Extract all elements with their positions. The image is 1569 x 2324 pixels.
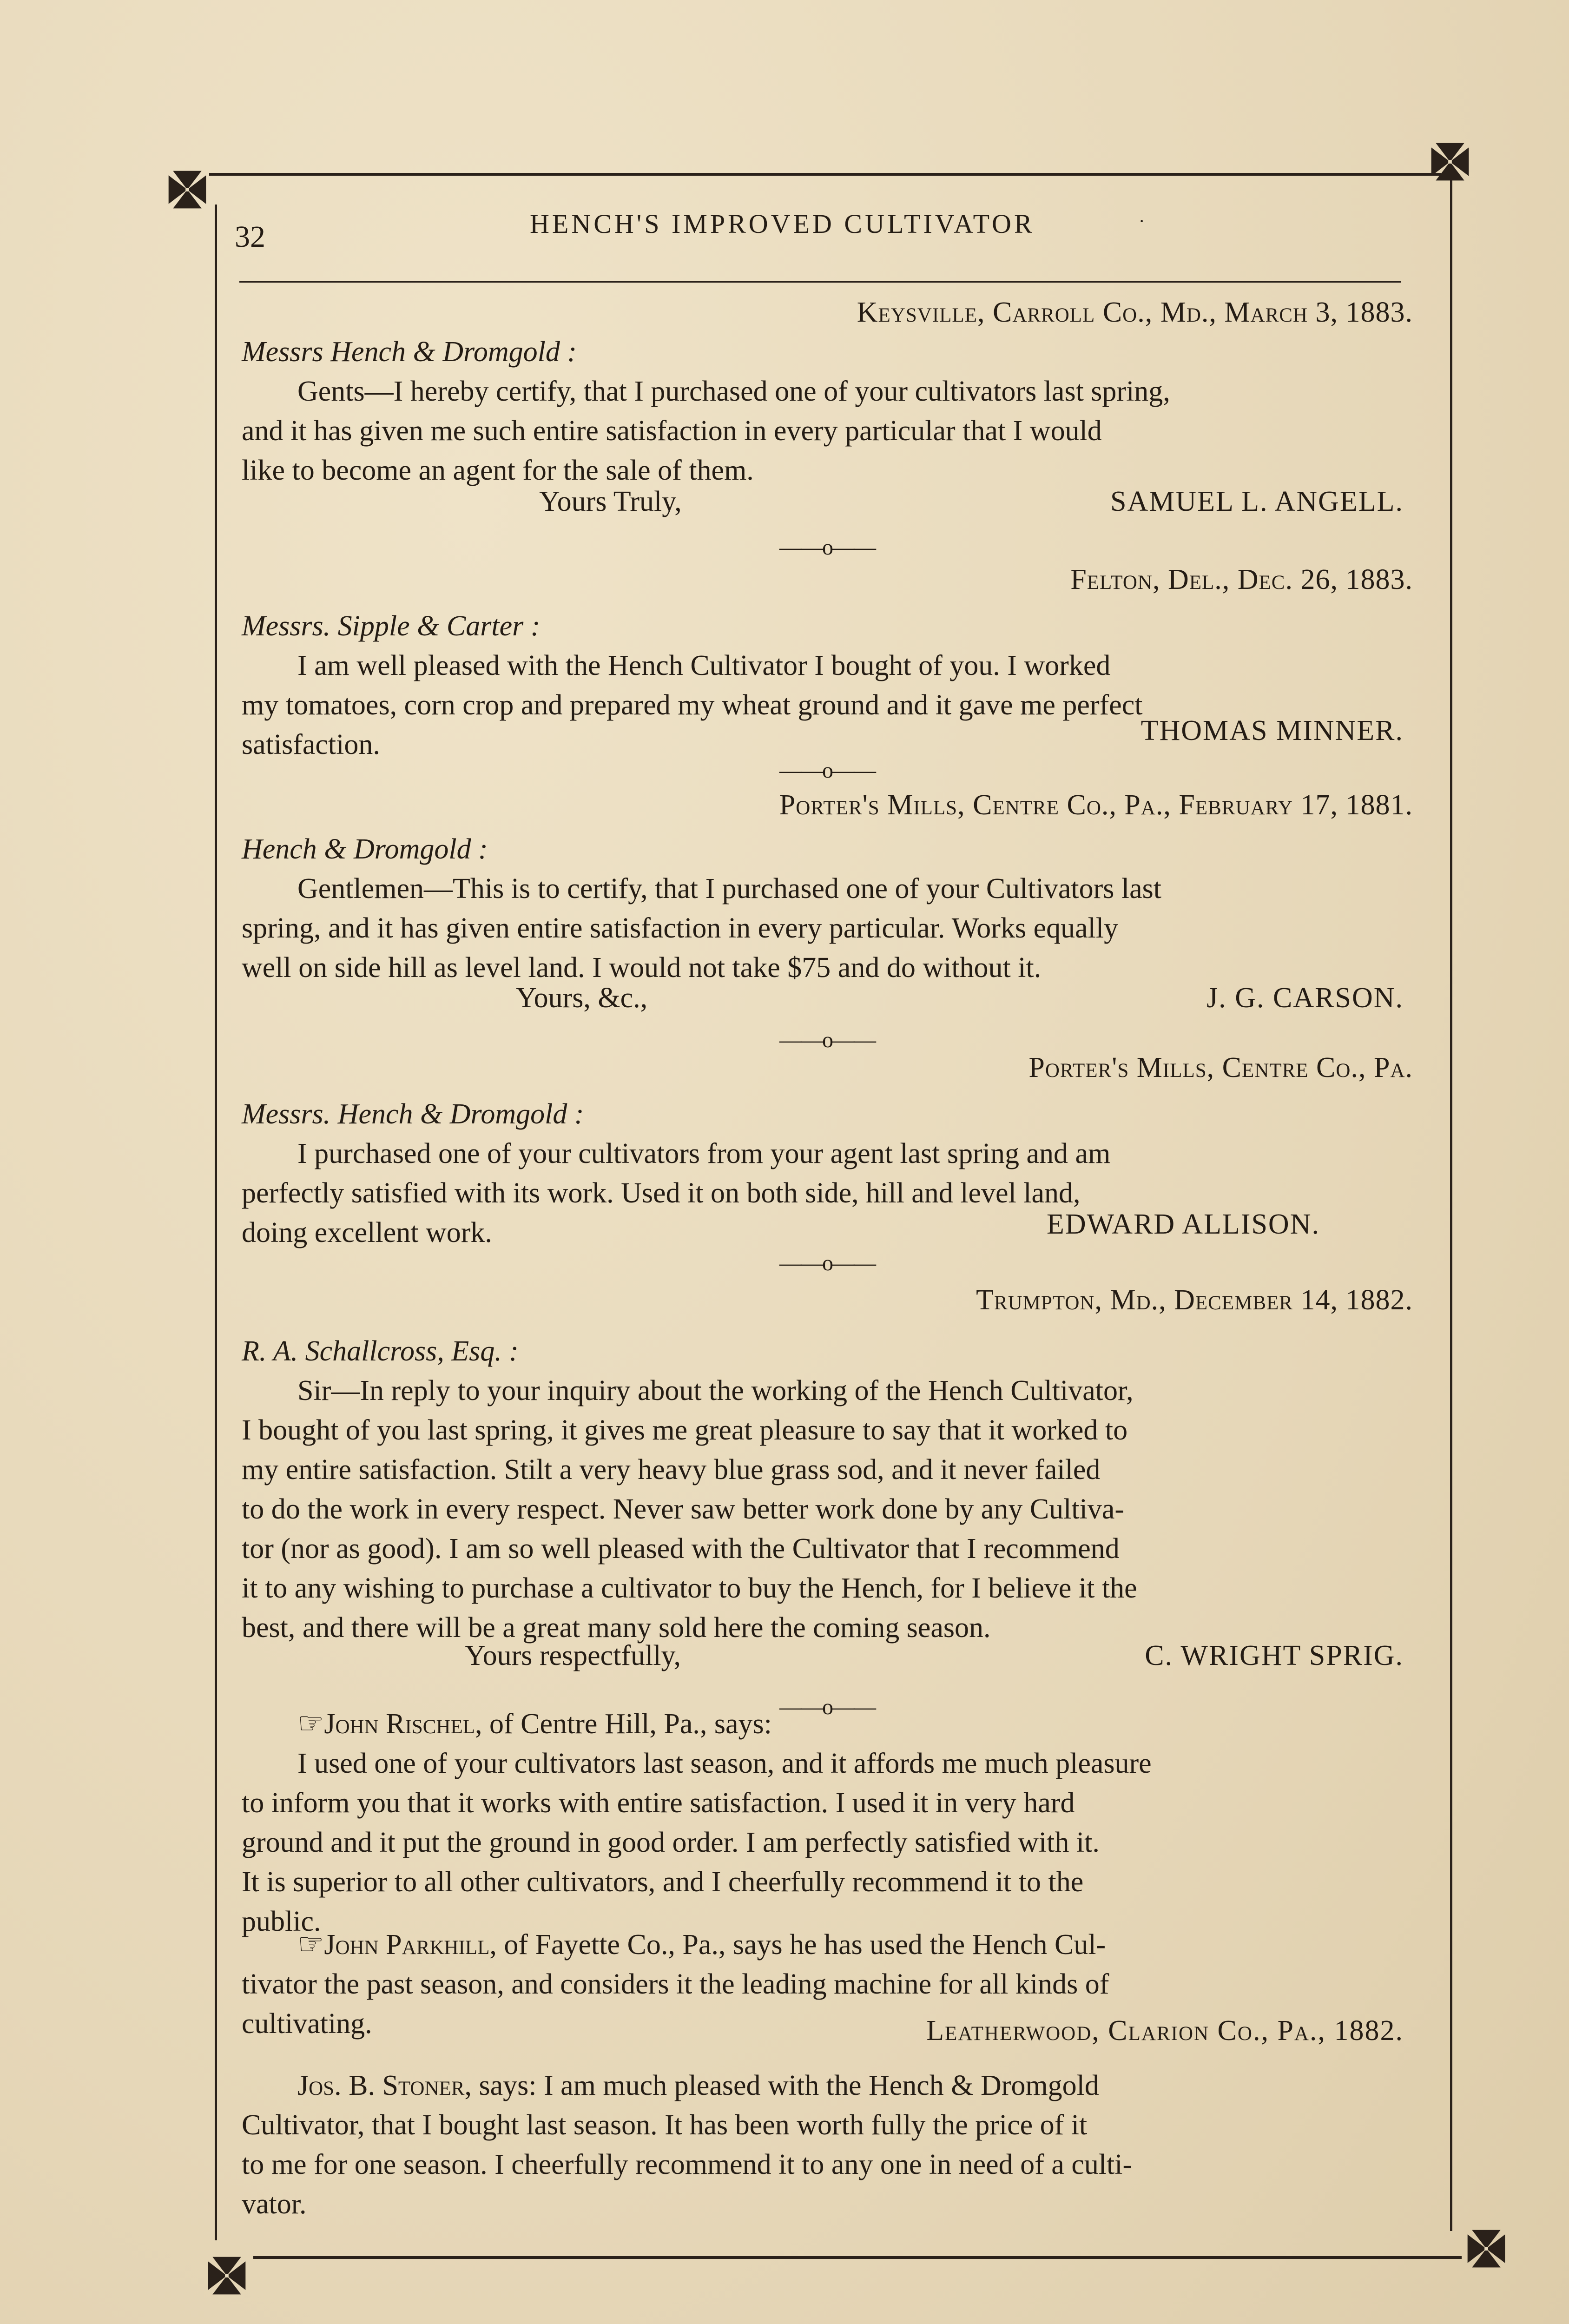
letter-salutation: Messrs. Hench & Dromgold : <box>242 1098 584 1130</box>
testimonial-heading <box>242 1924 1413 1965</box>
pointing-hand-icon: ☞ <box>297 1707 324 1740</box>
letter-line: I purchased one of your cultivators from your agent last spring and am <box>297 1138 1111 1169</box>
separator: ——o—— <box>779 535 875 560</box>
letter-line: it to any wishing to purchase a cultivator to buy the Hench, for I believe it the <box>242 1572 1137 1604</box>
testimonial-intro: , of Centre Hill, Pa., says: <box>475 1708 772 1740</box>
letter-signoff <box>242 1636 1413 1673</box>
pointing-hand-icon: ☞ <box>297 1928 324 1961</box>
cross-ornament-bottom-left-icon <box>204 2253 249 2298</box>
testimonial-name: John Parkhill <box>324 1929 490 1961</box>
testimonial-name: Jos. B. Stoner <box>297 2070 465 2101</box>
letter-place: Porter's Mills, Centre Co., Pa., February 17, 1881. <box>779 789 1413 821</box>
letter-line: Gents—I hereby certify, that I purchased one of your cultivators last spring, <box>297 376 1170 407</box>
testimonial-rischel <box>242 1703 1413 1941</box>
separator: ——o—— <box>779 1695 875 1719</box>
letter-line: satisfaction. <box>242 729 380 760</box>
testimonial-line: tivator the past season, and considers it the leading machine for all kinds of <box>242 1968 1109 2000</box>
letter-place: Felton, Del., Dec. 26, 1883. <box>1070 564 1413 595</box>
separator: ——o—— <box>779 758 875 783</box>
letter-signature: SAMUEL L. ANGELL. <box>1110 486 1404 517</box>
testimonial-line: , of Fayette Co., Pa., says he has used the Hench Cul- <box>489 1929 1106 1961</box>
testimonial-name: John Rischel <box>324 1708 475 1740</box>
frame-top-rule <box>209 173 1441 176</box>
letter-place: Keysville, Carroll Co., Md., March 3, 1883. <box>857 297 1413 328</box>
header-rule <box>239 281 1401 283</box>
letter-signature: C. WRIGHT SPRIG. <box>1145 1640 1404 1671</box>
testimonial-heading <box>242 2066 1413 2106</box>
letter-line: Sir—In reply to your inquiry about the working of the Hench Cultivator, <box>297 1375 1134 1406</box>
separator: ——o—— <box>779 1028 875 1052</box>
letter-minner <box>242 560 1413 790</box>
testimonial-line: , says: I am much pleased with the Hench & Dromgold <box>464 2070 1099 2101</box>
testimonial-line: It is superior to all other cultivators, and I cheerfully recommend it to the <box>242 1866 1084 1898</box>
letter-salutation: Messrs. Sipple & Carter : <box>242 610 541 642</box>
letter-line: and it has given me such entire satisfaction in every particular that I would <box>242 415 1102 447</box>
testimonial-line: to me for one season. I cheerfully recommend it to any one in need of a culti- <box>242 2149 1133 2180</box>
testimonial-line: to inform you that it works with entire satisfaction. I used it in very hard <box>242 1787 1075 1819</box>
letter-line: doing excellent work. <box>242 1217 492 1248</box>
testimonial-line: Cultivator, that I bought last season. It has been worth fully the price of it <box>242 2109 1088 2141</box>
letter-signature: THOMAS MINNER. <box>1140 715 1404 746</box>
letter-line: tor (nor as good). I am so well pleased with the Cultivator that I recommend <box>242 1533 1120 1565</box>
letter-sprig <box>242 1281 1413 1727</box>
letter-carson <box>242 786 1413 1060</box>
cross-ornament-top-left-icon <box>165 167 210 212</box>
running-head-dot: · <box>1139 211 1145 231</box>
testimonial-line: vator. <box>242 2188 307 2220</box>
letter-signoff <box>242 482 1413 519</box>
testimonial-line: ground and it put the ground in good order. I am perfectly satisfied with it. <box>242 1827 1100 1858</box>
letter-line: like to become an agent for the sale of them. <box>242 455 754 486</box>
letter-signoff <box>242 715 1413 765</box>
cross-ornament-bottom-right-icon <box>1464 2226 1509 2271</box>
letter-closing: Yours, &c., <box>516 982 648 1014</box>
letter-salutation: Hench & Dromgold : <box>242 833 488 865</box>
letter-line: best, and there will be a great many sold here the coming season. <box>242 1612 991 1644</box>
letter-line: Gentlemen—This is to certify, that I purchased one of your Cultivators last <box>297 873 1161 905</box>
testimonial-signoff <box>242 2004 1413 2047</box>
testimonial-parkhill <box>242 1924 1413 2047</box>
letter-line: to do the work in every respect. Never saw better work done by any Cultiva- <box>242 1493 1125 1525</box>
letter-line: I am well pleased with the Hench Cultivator I bought of you. I worked <box>297 650 1111 681</box>
letter-signature: EDWARD ALLISON. <box>1047 1208 1320 1240</box>
testimonial-line: I used one of your cultivators last season, and it affords me much pleasure <box>297 1748 1152 1779</box>
letter-salutation: R. A. Schallcross, Esq. : <box>242 1335 519 1367</box>
letter-closing: Yours Truly, <box>539 486 682 517</box>
letter-signature: J. G. CARSON. <box>1206 982 1404 1014</box>
testimonial-place: Leatherwood, Clarion Co., Pa., 1882. <box>926 2015 1404 2047</box>
letter-closing: Yours respectfully, <box>465 1640 681 1671</box>
frame-right-rule <box>1450 177 1452 2231</box>
separator: ——o—— <box>779 1251 875 1275</box>
cross-ornament-top-right-icon <box>1428 139 1472 184</box>
letter-line: my entire satisfaction. Stilt a very heavy blue grass sod, and it never failed <box>242 1454 1101 1486</box>
letter-line: spring, and it has given entire satisfaction in every particular. Works equally <box>242 912 1119 944</box>
letter-line: perfectly satisfied with its work. Used it on both side, hill and level land, <box>242 1177 1081 1209</box>
letter-line: I bought of you last spring, it gives me great pleasure to say that it worked to <box>242 1414 1128 1446</box>
letter-place: Trumpton, Md., December 14, 1882. <box>976 1284 1413 1316</box>
frame-bottom-rule <box>253 2256 1462 2259</box>
letter-line: well on side hill as level land. I would not take $75 and do without it. <box>242 952 1042 984</box>
letter-signoff <box>242 978 1413 1016</box>
running-head: HENCH'S IMPROVED CULTIVATOR <box>530 209 1035 239</box>
letter-allison <box>242 1048 1413 1283</box>
letter-place: Porter's Mills, Centre Co., Pa. <box>1028 1052 1413 1083</box>
letter-salutation: Messrs Hench & Dromgold : <box>242 336 577 368</box>
testimonial-line: cultivating. <box>242 2008 372 2040</box>
testimonial-heading <box>242 1703 1413 1744</box>
testimonial-stoner <box>242 2066 1413 2224</box>
letter-signoff <box>242 1208 1413 1253</box>
testimonial-line: public. <box>242 1906 321 1937</box>
letter-angell <box>242 293 1413 567</box>
frame-left-rule <box>215 205 217 2240</box>
letter-line: my tomatoes, corn crop and prepared my wheat ground and it gave me perfect <box>242 689 1143 721</box>
page-number: 32 <box>235 220 265 254</box>
